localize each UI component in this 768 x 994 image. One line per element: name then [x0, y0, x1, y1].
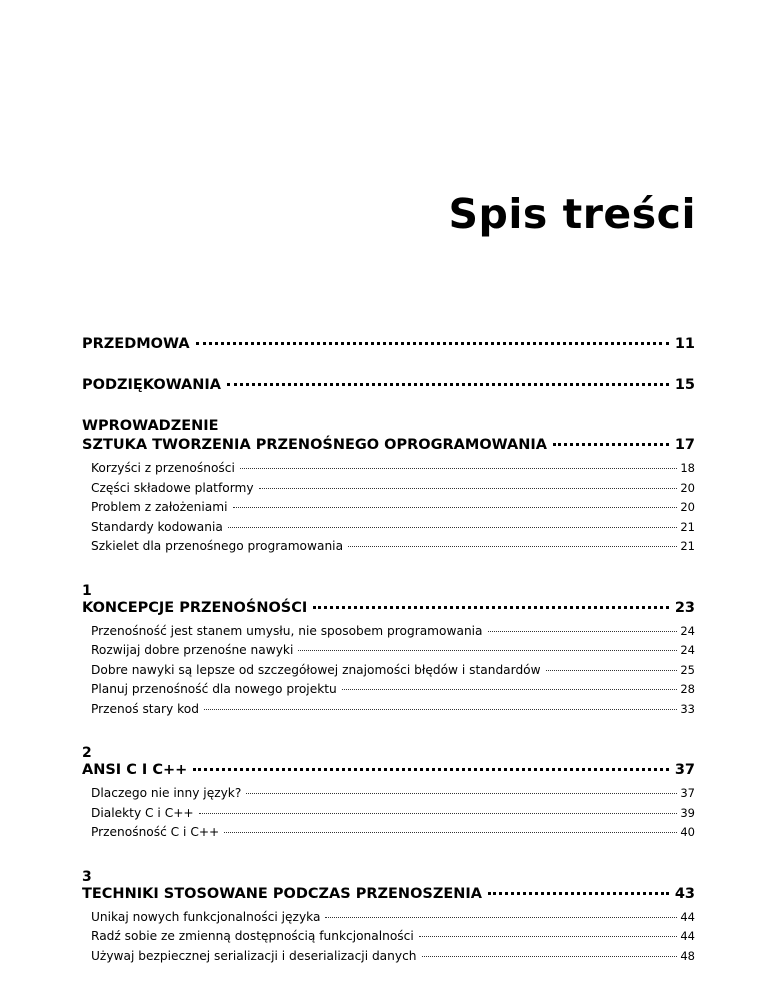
toc-section[interactable] [91, 823, 695, 843]
chapter-page: 37 [674, 762, 695, 778]
section-title: Rozwijaj dobre przenośne nawyki [91, 643, 294, 657]
section-title: Używaj bezpiecznej serializacji i deserializacji danych [91, 948, 417, 963]
dot-leader [193, 768, 668, 771]
toc-chapter [82, 583, 695, 720]
section-title: Standardy kodowania [91, 519, 223, 534]
chapter-title: PODZIĘKOWANIA [82, 377, 222, 393]
chapter-title-line[interactable] [82, 376, 695, 395]
section-list [82, 908, 695, 967]
dot-leader [227, 383, 669, 386]
toc-section[interactable] [91, 459, 695, 479]
section-title: Części składowe platformy [91, 480, 254, 495]
section-page: 18 [680, 461, 695, 475]
chapter-page: 17 [674, 437, 695, 453]
toc-chapter [82, 869, 695, 967]
section-page: 20 [680, 480, 695, 495]
section-title: Przenośność jest stanem umysłu, nie sposobem programowania [91, 623, 483, 638]
section-title: Problem z założeniami [91, 500, 228, 514]
section-page: 21 [680, 519, 695, 534]
dot-leader [348, 546, 677, 547]
chapter-title-part: WPROWADZENIE [82, 418, 219, 434]
toc-section[interactable] [91, 700, 695, 720]
section-page: 40 [680, 825, 695, 839]
chapter-number: 3 [82, 868, 92, 885]
section-title: Dobre nawyki są lepsze od szczegółowej znajomości błędów i standardów [91, 662, 541, 677]
section-title: Planuj przenośność dla nowego projektu [91, 682, 337, 696]
section-title: Szkielet dla przenośnego programowania [91, 539, 344, 553]
section-title: Unikaj nowych funkcjonalności języka [91, 909, 321, 924]
toc-section[interactable] [91, 641, 695, 661]
toc-chapter [82, 745, 695, 843]
toc-chapter [82, 335, 695, 354]
section-list [82, 459, 695, 557]
section-title: Radź sobie ze zmienną dostępnością funkcjonalności [91, 929, 414, 943]
toc-section[interactable] [91, 804, 695, 824]
chapter-title: SZTUKA TWORZENIA PRZENOŚNEGO OPROGRAMOWANIA [82, 437, 547, 453]
section-page: 44 [680, 909, 695, 924]
dot-leader [196, 342, 669, 345]
section-page: 24 [680, 643, 695, 657]
section-list [82, 622, 695, 720]
toc-section[interactable] [91, 661, 695, 681]
dot-leader [228, 527, 678, 528]
toc-chapter [82, 376, 695, 395]
section-list [82, 784, 695, 843]
dot-leader [313, 606, 669, 609]
section-page: 33 [680, 701, 695, 716]
chapter-title-line[interactable] [82, 335, 695, 354]
dot-leader [325, 917, 677, 918]
chapter-title-line[interactable] [82, 436, 695, 455]
toc-section[interactable] [91, 680, 695, 700]
dot-leader [224, 832, 677, 833]
toc-section[interactable] [91, 927, 695, 947]
dot-leader [546, 670, 678, 671]
table-of-contents [82, 335, 695, 988]
section-title: Korzyści z przenośności [91, 461, 235, 475]
dot-leader [488, 631, 678, 632]
dot-leader [422, 956, 678, 957]
toc-section[interactable] [91, 498, 695, 518]
section-title: Dialekty C i C++ [91, 805, 194, 820]
chapter-title: PRZEDMOWA [82, 336, 190, 352]
dot-leader [553, 443, 669, 446]
section-page: 25 [680, 662, 695, 677]
section-page: 28 [680, 682, 695, 696]
chapter-title-line[interactable] [82, 761, 695, 780]
toc-section[interactable] [91, 518, 695, 538]
section-page: 39 [680, 805, 695, 820]
chapter-title: ANSI C I C++ [82, 762, 188, 778]
section-page: 48 [680, 948, 695, 963]
section-title: Dlaczego nie inny język? [91, 786, 242, 800]
dot-leader [204, 709, 677, 710]
chapter-page: 15 [674, 377, 695, 393]
page-title: Spis treści [448, 190, 696, 238]
chapter-title-line[interactable] [82, 885, 695, 904]
chapter-page: 11 [674, 336, 695, 352]
chapter-number: 2 [82, 745, 92, 761]
section-page: 20 [680, 500, 695, 514]
dot-leader [488, 892, 669, 895]
chapter-page: 23 [674, 599, 695, 616]
section-page: 21 [680, 539, 695, 553]
dot-leader [199, 813, 678, 814]
chapter-page: 43 [674, 885, 695, 902]
dot-leader [246, 793, 677, 794]
toc-section[interactable] [91, 537, 695, 557]
toc-section[interactable] [91, 908, 695, 928]
dot-leader [419, 936, 678, 937]
dot-leader [342, 689, 678, 690]
dot-leader [233, 507, 678, 508]
chapter-number: 1 [82, 582, 92, 599]
dot-leader [240, 468, 678, 469]
toc-chapter [82, 417, 695, 557]
chapter-title: KONCEPCJE PRZENOŚNOŚCI [82, 599, 308, 616]
chapter-title: TECHNIKI STOSOWANE PODCZAS PRZENOSZENIA [82, 885, 483, 902]
section-page: 44 [680, 929, 695, 943]
toc-section[interactable] [91, 622, 695, 642]
dot-leader [298, 650, 677, 651]
toc-section[interactable] [91, 479, 695, 499]
section-title: Przenośność C i C++ [91, 825, 220, 839]
toc-section[interactable] [91, 947, 695, 967]
section-title: Przenoś stary kod [91, 701, 199, 716]
section-page: 24 [680, 623, 695, 638]
chapter-title-line[interactable] [82, 599, 695, 618]
dot-leader [259, 488, 678, 489]
section-page: 37 [680, 786, 695, 800]
toc-section[interactable] [91, 784, 695, 804]
